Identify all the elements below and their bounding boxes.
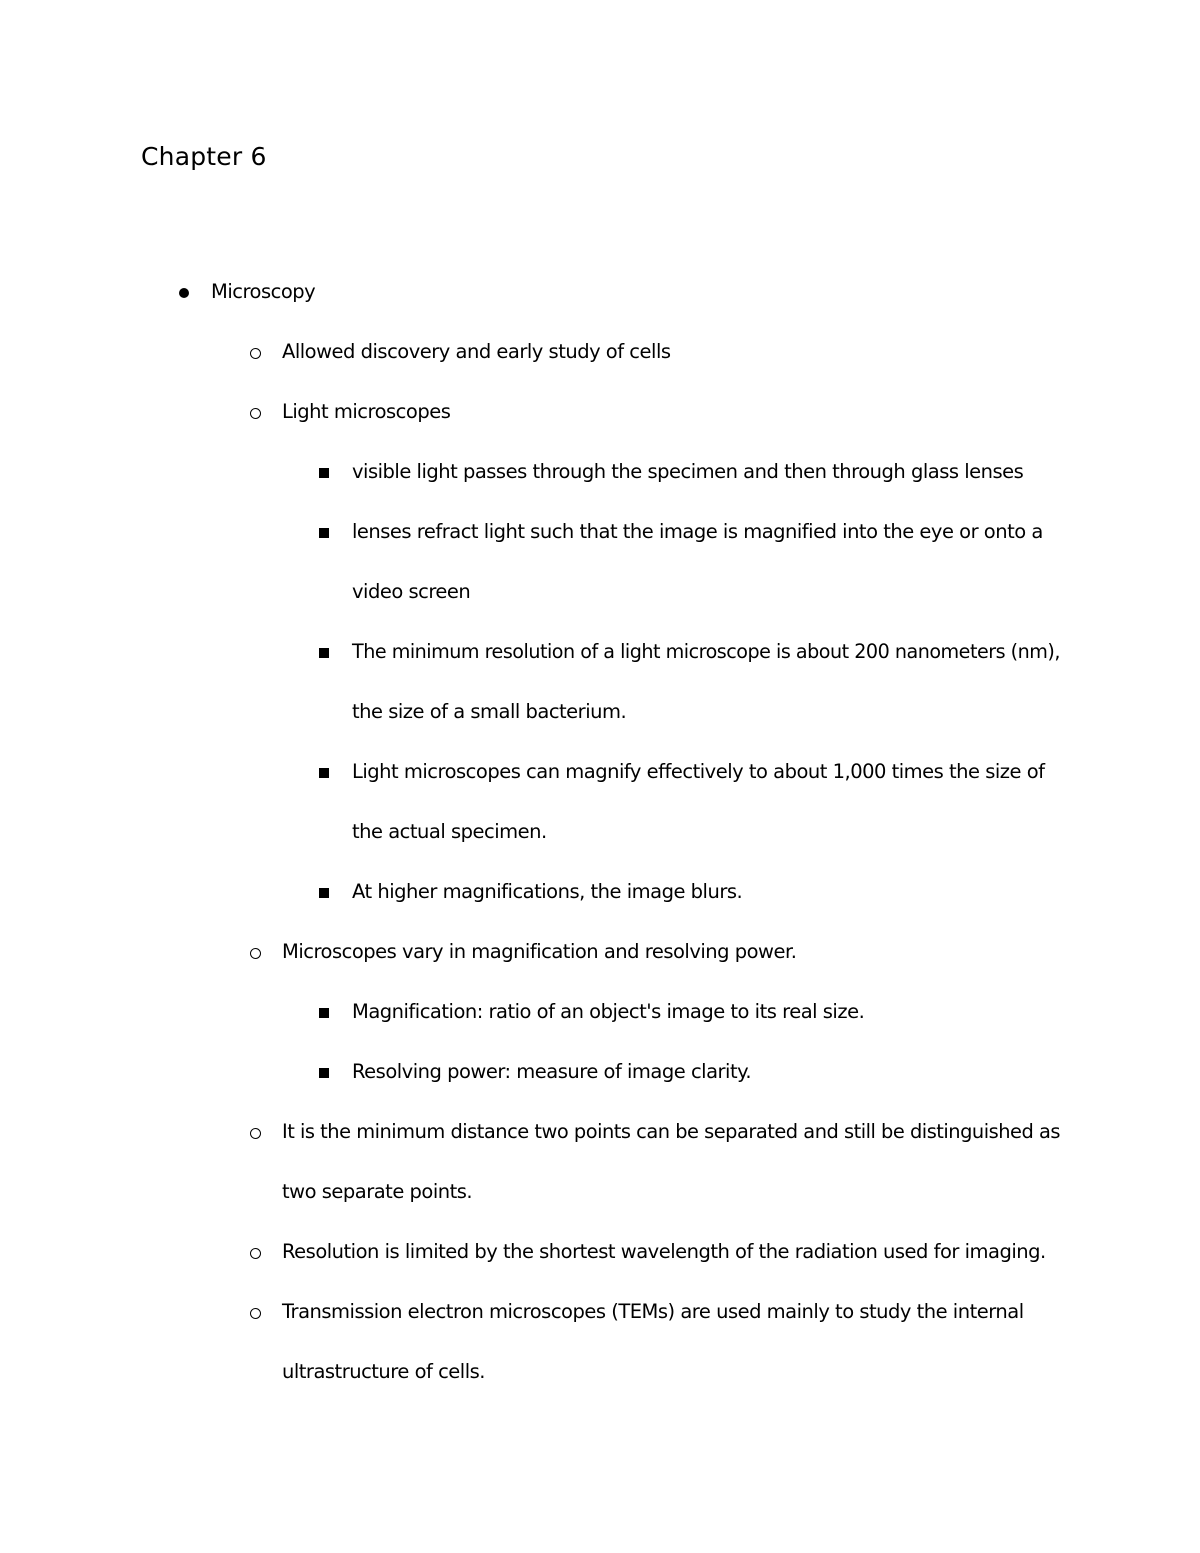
square-bullet-icon [319,888,329,898]
circle-bullet-icon [250,948,261,959]
page-title: Chapter 6 [141,142,267,171]
circle-bullet-icon [250,1128,261,1139]
list-item-level-2: Allowed discovery and early study of cells [282,340,671,364]
list-item-level-2: It is the minimum distance two points can be separated and still be distinguished as [282,1120,1060,1144]
list-item-level-3: visible light passes through the specimen and then through glass lenses [352,460,1024,484]
square-bullet-icon [319,1008,329,1018]
list-item-level-3: Resolving power: measure of image clarity. [352,1060,752,1084]
list-item-continuation: ultrastructure of cells. [282,1360,485,1384]
square-bullet-icon [319,1068,329,1078]
list-item-level-2: Microscopes vary in magnification and resolving power. [282,940,797,964]
square-bullet-icon [319,468,329,478]
list-item-continuation: the size of a small bacterium. [352,700,627,724]
list-item-level-3: Light microscopes can magnify effectively to about 1,000 times the size of [352,760,1045,784]
square-bullet-icon [319,648,329,658]
list-item-continuation: the actual specimen. [352,820,547,844]
square-bullet-icon [319,528,329,538]
list-item-level-3: lenses refract light such that the image is magnified into the eye or onto a [352,520,1043,544]
list-item-continuation: video screen [352,580,471,604]
circle-bullet-icon [250,1308,261,1319]
list-item-level-3: Magnification: ratio of an object's image to its real size. [352,1000,865,1024]
circle-bullet-icon [250,408,261,419]
circle-bullet-icon [250,1248,261,1259]
list-item-level-2: Transmission electron microscopes (TEMs) are used mainly to study the internal [282,1300,1024,1324]
list-item-level-2: Light microscopes [282,400,451,424]
circle-bullet-icon [250,348,261,359]
square-bullet-icon [319,768,329,778]
list-item-level-2: Resolution is limited by the shortest wavelength of the radiation used for imaging. [282,1240,1046,1264]
list-item-continuation: two separate points. [282,1180,473,1204]
list-item-level-3: At higher magnifications, the image blurs. [352,880,743,904]
list-item-level-1: Microscopy [211,280,316,304]
disc-bullet-icon [179,288,189,298]
list-item-level-3: The minimum resolution of a light microscope is about 200 nanometers (nm), [352,640,1060,664]
